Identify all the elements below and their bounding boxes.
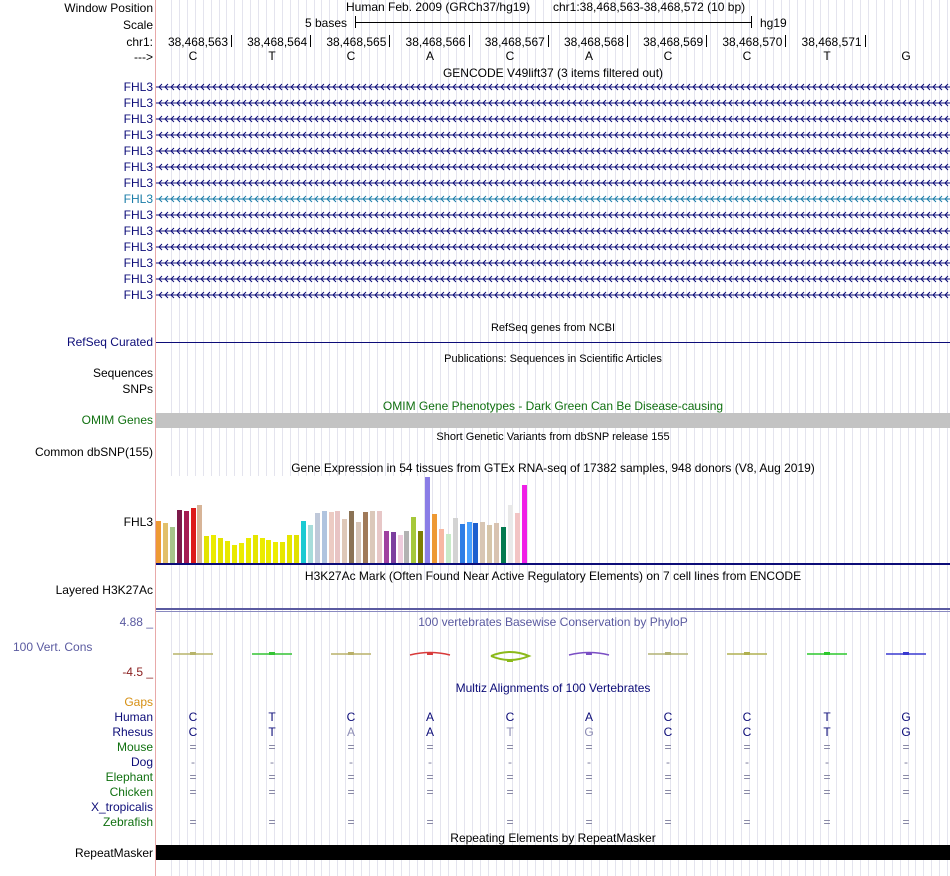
gencode-transcript-label[interactable]: FHL3: [123, 224, 153, 238]
alignment-base: C: [742, 710, 752, 724]
alignment-base: T: [506, 725, 514, 739]
refseq-title: RefSeq genes from NCBI: [490, 322, 616, 334]
alignment-base: C: [346, 710, 356, 724]
alignment-base: =: [823, 770, 831, 784]
alignment-base: =: [585, 785, 593, 799]
alignment-base: =: [585, 770, 593, 784]
alignment-base: G: [584, 725, 594, 739]
alignment-base: =: [506, 785, 514, 799]
alignment-base: A: [346, 725, 356, 739]
sequences-label[interactable]: Sequences: [92, 366, 153, 380]
phylop-score-point: [427, 652, 433, 655]
alignment-base: =: [823, 740, 831, 754]
gencode-transcript-label[interactable]: FHL3: [123, 272, 153, 286]
gencode-transcript-label[interactable]: FHL3: [123, 288, 153, 302]
reference-base: C: [346, 49, 356, 63]
alignment-base: =: [506, 770, 514, 784]
alignment-base: G: [901, 725, 911, 739]
alignment-base: =: [189, 770, 197, 784]
alignment-base: =: [426, 815, 434, 829]
alignment-base: =: [506, 740, 514, 754]
reference-base: T: [268, 49, 276, 63]
publications-title: Publications: Sequences in Scientific Articles: [444, 353, 662, 365]
phylop-score-point: [744, 652, 750, 655]
gencode-transcript-label[interactable]: FHL3: [123, 192, 153, 206]
alignment-base: T: [268, 725, 276, 739]
alignment-base: C: [505, 710, 515, 724]
alignment-base: =: [664, 815, 672, 829]
alignment-base: =: [664, 770, 672, 784]
gencode-transcript-label[interactable]: FHL3: [123, 208, 153, 222]
assembly-text: Human Feb. 2009 (GRCh37/hg19): [346, 0, 531, 14]
species-label-dog[interactable]: Dog: [130, 755, 153, 769]
alignment-base: =: [426, 740, 434, 754]
alignment-base: -: [270, 755, 274, 769]
alignment-base: =: [743, 785, 751, 799]
alignment-base: =: [189, 785, 197, 799]
alignment-base: C: [742, 725, 752, 739]
alignment-base: =: [743, 815, 751, 829]
species-label-rhesus[interactable]: Rhesus: [112, 725, 153, 739]
gencode-transcript-label[interactable]: FHL3: [123, 240, 153, 254]
alignment-base: A: [584, 710, 594, 724]
alignment-base: C: [188, 710, 198, 724]
alignment-base: -: [349, 755, 353, 769]
phylop-min-label[interactable]: -4.5 _: [122, 665, 153, 679]
phylop-score-point: [586, 652, 592, 655]
gencode-transcript-label[interactable]: FHL3: [123, 256, 153, 270]
repeatmasker-label[interactable]: RepeatMasker: [74, 846, 153, 860]
refseq-curated-label[interactable]: RefSeq Curated: [66, 335, 153, 349]
coordinate-label: 38,468,563: [167, 35, 228, 49]
gencode-title: GENCODE V49lift37 (3 items filtered out): [442, 66, 664, 80]
coordinate-label: 38,468,564: [247, 35, 308, 49]
alignment-base: =: [743, 740, 751, 754]
reference-base: C: [663, 49, 673, 63]
species-label-mouse[interactable]: Mouse: [116, 740, 153, 754]
reference-base: G: [901, 49, 911, 63]
position-text: chr1:38,468,563-38,468,572 (10 bp): [553, 0, 746, 14]
alignment-base: =: [902, 770, 910, 784]
reference-base: A: [584, 49, 594, 63]
alignment-base: -: [191, 755, 195, 769]
coordinate-label: 38,468,566: [405, 35, 466, 49]
phylop-score-mark: [491, 652, 529, 660]
omim-title: OMIM Gene Phenotypes - Dark Green Can Be Disease-causing: [382, 399, 724, 413]
alignment-base: =: [426, 770, 434, 784]
alignment-base: A: [425, 710, 435, 724]
alignment-base: =: [347, 785, 355, 799]
alignment-base: =: [743, 770, 751, 784]
alignment-base: =: [268, 815, 276, 829]
phylop-score-point: [348, 652, 354, 655]
alignment-base: =: [189, 740, 197, 754]
alignment-base: -: [666, 755, 670, 769]
alignment-base: T: [823, 710, 831, 724]
coordinate-label: 38,468,569: [643, 35, 704, 49]
alignment-base: A: [425, 725, 435, 739]
alignment-base: T: [268, 710, 276, 724]
gencode-transcript-label[interactable]: FHL3: [123, 112, 153, 126]
alignment-base: =: [585, 740, 593, 754]
track-label-column: [0, 0, 155, 876]
alignment-base: =: [823, 815, 831, 829]
alignment-base: -: [745, 755, 749, 769]
species-label-human[interactable]: Human: [114, 710, 153, 724]
strand-label[interactable]: --->: [134, 50, 153, 64]
species-label-zebrafish[interactable]: Zebrafish: [102, 815, 153, 829]
phylop-track-label[interactable]: 100 Vert. Cons: [13, 640, 93, 654]
alignment-base: =: [347, 740, 355, 754]
alignment-base: =: [664, 785, 672, 799]
alignment-base: =: [347, 815, 355, 829]
phylop-max-label[interactable]: 4.88 _: [119, 615, 153, 629]
reference-base: C: [742, 49, 752, 63]
reference-base: A: [425, 49, 435, 63]
alignment-base: =: [426, 785, 434, 799]
gencode-transcript-label[interactable]: FHL3: [123, 160, 153, 174]
track-data-pane[interactable]: [156, 0, 950, 876]
phylop-score-point: [190, 652, 196, 655]
gencode-transcript-label[interactable]: FHL3: [123, 176, 153, 190]
omim-genes-label[interactable]: OMIM Genes: [81, 413, 153, 427]
alignment-base: =: [189, 815, 197, 829]
alignment-base: -: [825, 755, 829, 769]
alignment-base: =: [268, 740, 276, 754]
alignment-base: C: [663, 725, 673, 739]
alignment-base: G: [901, 710, 911, 724]
gencode-transcript-label[interactable]: FHL3: [123, 144, 153, 158]
db-text: hg19: [760, 16, 787, 30]
layered-h3k27ac-label[interactable]: Layered H3K27Ac: [55, 583, 153, 597]
alignment-base: -: [508, 755, 512, 769]
scale-label[interactable]: Scale: [122, 18, 153, 32]
gaps-label[interactable]: Gaps: [124, 695, 153, 709]
repeatmasker-bar[interactable]: [156, 845, 950, 860]
phylop-score-point: [507, 659, 513, 662]
phylop-title: 100 vertebrates Basewise Conservation by PhyloP: [418, 615, 688, 629]
window-position-label[interactable]: Window Position: [64, 1, 153, 15]
repeatmasker-title: Repeating Elements by RepeatMasker: [450, 831, 656, 845]
alignment-base: =: [506, 815, 514, 829]
coordinate-label: 38,468,565: [326, 35, 387, 49]
alignment-base: C: [188, 725, 198, 739]
chr-label[interactable]: chr1:: [126, 35, 153, 49]
snps-label[interactable]: SNPs: [122, 382, 153, 396]
gencode-transcript-label[interactable]: FHL3: [123, 80, 153, 94]
alignment-base: =: [347, 770, 355, 784]
common-dbsnp-label[interactable]: Common dbSNP(155): [34, 445, 153, 459]
phylop-score-point: [903, 652, 909, 655]
dbsnp-title: Short Genetic Variants from dbSNP release 155: [436, 431, 670, 443]
alignment-base: =: [664, 740, 672, 754]
reference-base: T: [823, 49, 831, 63]
alignment-base: =: [585, 815, 593, 829]
alignment-base: -: [904, 755, 908, 769]
multiz-title: Multiz Alignments of 100 Vertebrates: [455, 681, 651, 695]
alignment-base: =: [268, 785, 276, 799]
phylop-score-point: [665, 652, 671, 655]
alignment-base: -: [428, 755, 432, 769]
species-label-x_tropicalis[interactable]: X_tropicalis: [90, 800, 153, 814]
alignment-base: =: [902, 785, 910, 799]
coordinate-label: 38,468,570: [722, 35, 783, 49]
reference-base: C: [188, 49, 198, 63]
gencode-transcript-label[interactable]: FHL3: [123, 96, 153, 110]
coordinate-label: 38,468,567: [484, 35, 545, 49]
gtex-gene-label[interactable]: FHL3: [123, 515, 153, 529]
alignment-base: -: [587, 755, 591, 769]
alignment-base: =: [268, 770, 276, 784]
gencode-transcript-label[interactable]: FHL3: [123, 128, 153, 142]
coordinate-label: 38,468,568: [563, 35, 624, 49]
phylop-score-point: [824, 652, 830, 655]
reference-base: C: [505, 49, 515, 63]
alignment-base: T: [823, 725, 831, 739]
alignment-base: =: [902, 740, 910, 754]
coordinate-label: 38,468,571: [801, 35, 862, 49]
phylop-score-point: [269, 652, 275, 655]
alignment-base: C: [663, 710, 673, 724]
gtex-title: Gene Expression in 54 tissues from GTEx RNA-seq of 17382 samples, 948 donors (V8, Aug 2019): [291, 461, 815, 475]
scale-text: 5 bases: [305, 16, 348, 30]
species-label-elephant[interactable]: Elephant: [105, 770, 153, 784]
species-label-chicken[interactable]: Chicken: [109, 785, 153, 799]
alignment-base: =: [823, 785, 831, 799]
alignment-base: =: [902, 815, 910, 829]
h3k27ac-title: H3K27Ac Mark (Often Found Near Active Regulatory Elements) on 7 cell lines from ENCODE: [304, 569, 802, 583]
